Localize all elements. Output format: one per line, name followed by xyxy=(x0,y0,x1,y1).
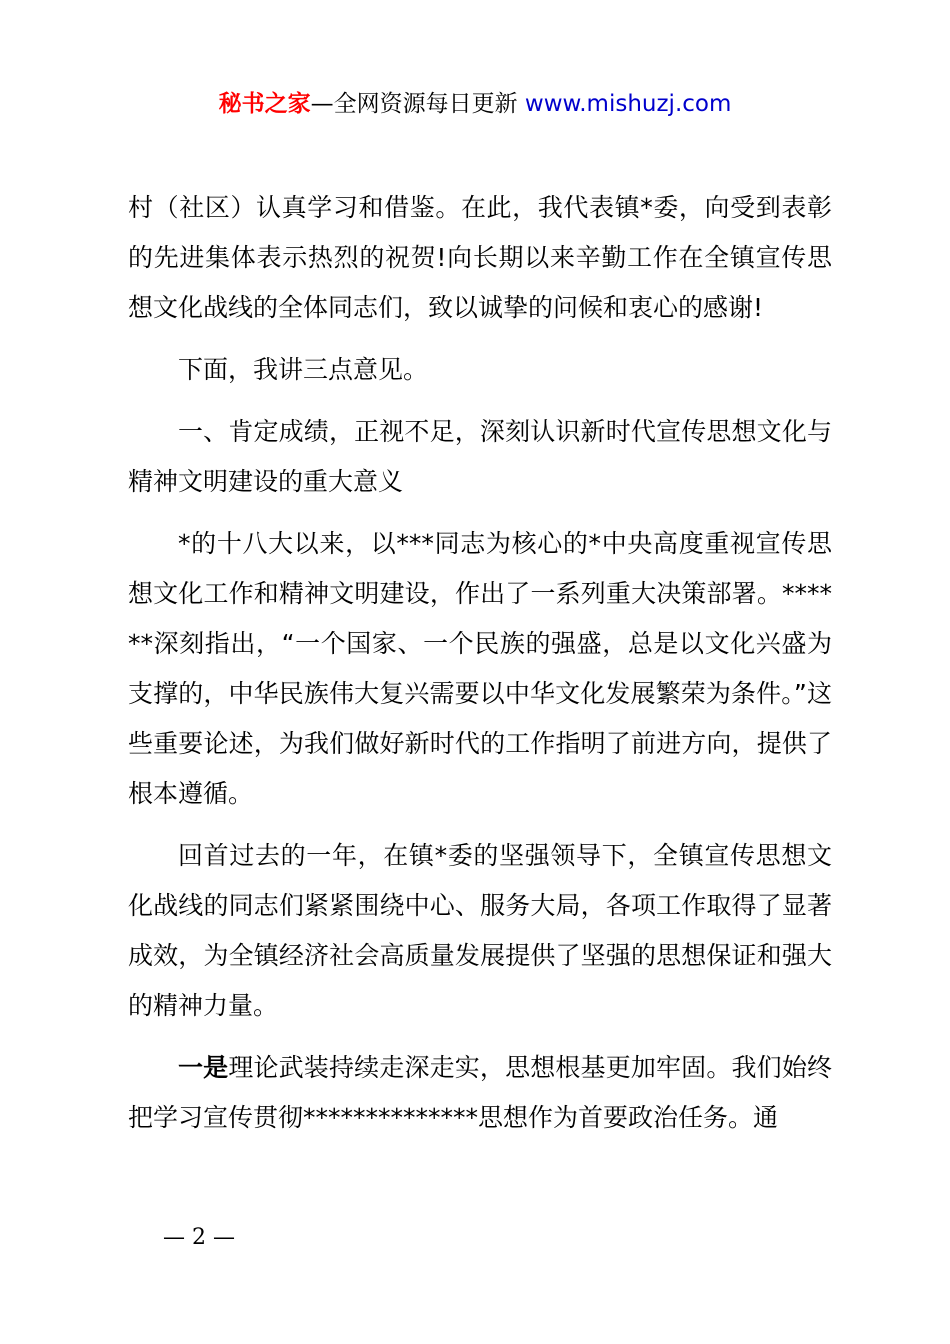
site-url-link[interactable]: www.mishuzj.com xyxy=(524,91,732,117)
point-text: 理论武装持续走深走实，思想根基更加牢固。我们始终把学习宣传贯彻**************思想作为首要政治任务。通 xyxy=(128,1053,832,1132)
paragraph-background: *的十八大以来，以***同志为核心的*中央高度重视宣传思想文化工作和精神文明建设，作出了一系列重大决策部署。******深刻指出，“一个国家、一个民族的强盛，总是以文化兴盛为支撑的，中华民族伟大复兴需要以中华文化发展繁荣为条件。”这些重要论述，为我们做好新时代的工作指明了前进方向，提供了根本遵循。 xyxy=(128,529,832,808)
paragraph-continuation: 村（社区）认真学习和借鉴。在此，我代表镇*委，向受到表彰的先进集体表示热烈的祝贺!向长期以来辛勤工作在全镇宣传思想文化战线的全体同志们，致以诚挚的问候和衷心的感谢! xyxy=(128,193,832,322)
header-tagline: —全网资源每日更新 xyxy=(310,91,518,117)
page-number: — 2 — xyxy=(163,1225,235,1250)
paragraph-point-1 xyxy=(128,1043,832,1143)
paragraph-review: 回首过去的一年，在镇*委的坚强领导下，全镇宣传思想文化战线的同志们紧紧围绕中心、服务大局，各项工作取得了显著成效，为全镇经济社会高质量发展提供了坚强的思想保证和强大的精神力量。 xyxy=(128,841,832,1020)
section-heading-1: 一、肯定成绩，正视不足，深刻认识新时代宣传思想文化与精神文明建设的重大意义 xyxy=(128,417,832,496)
brand-name: 秘书之家 xyxy=(218,91,311,117)
point-lead: 一是 xyxy=(178,1053,229,1082)
document-body xyxy=(128,183,832,1155)
paragraph-intro: 下面，我讲三点意见。 xyxy=(178,355,429,384)
site-header xyxy=(0,86,950,122)
